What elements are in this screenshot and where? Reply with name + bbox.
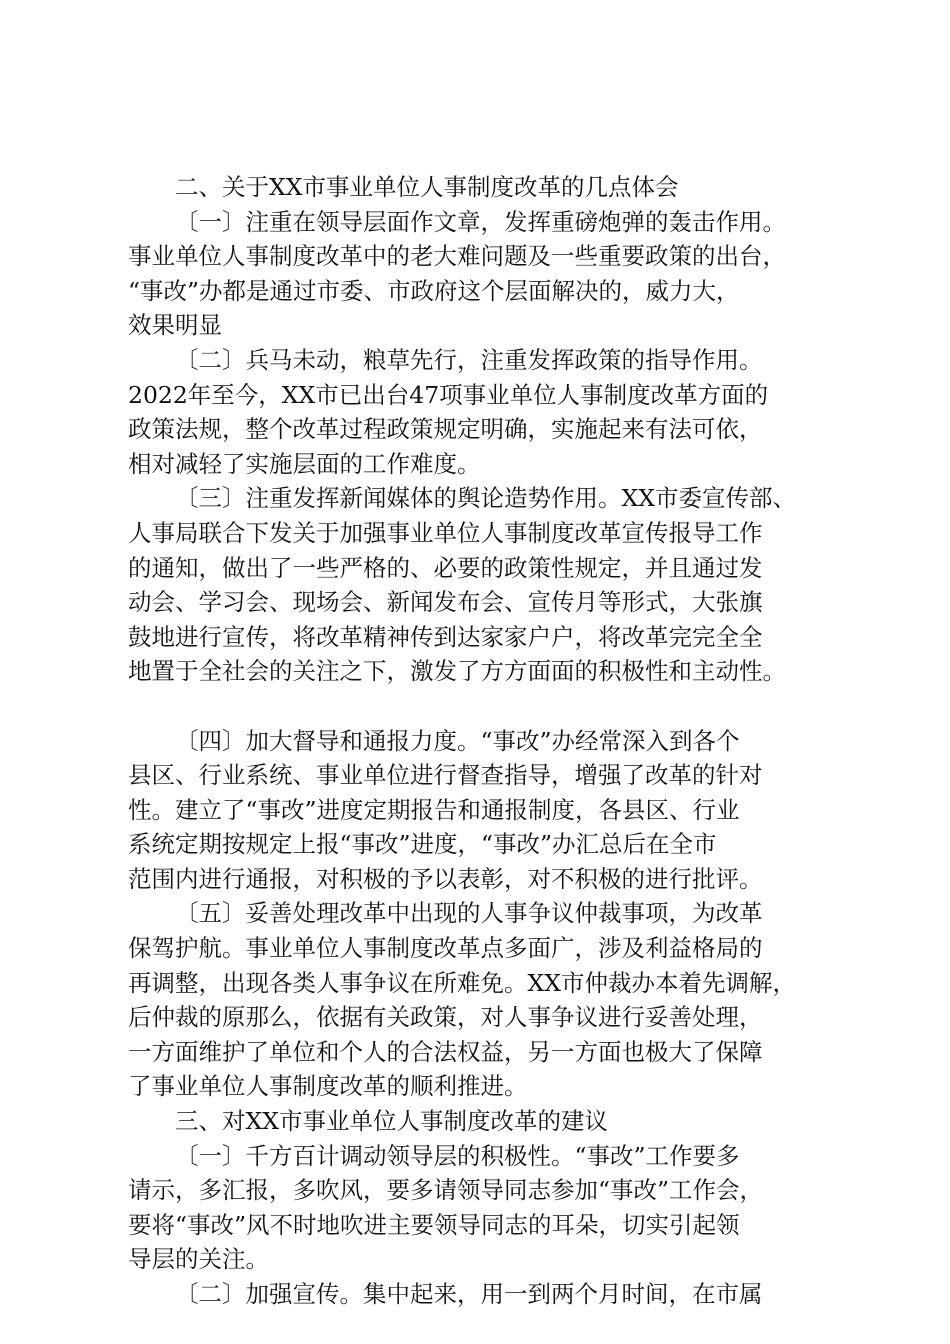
paragraph <box>128 343 833 481</box>
text-line: 二、关于XX市事业单位人事制度改革的几点体会 <box>175 173 679 201</box>
text-line: 性。建立了“事改”进度定期报告和通报制度，各县区、行业 <box>128 795 740 824</box>
paragraph <box>128 689 833 897</box>
text-line: 相对减轻了实施层面的工作难度。 <box>128 449 481 478</box>
text-line: 地置于全社会的关注之下，激发了方方面面的积极性和主动性。 <box>128 657 786 686</box>
text-line: 动会、学习会、现场会、新闻发布会、宣传月等形式，大张旗 <box>128 588 763 617</box>
text-line: 后仲裁的原那么，依据有关政策，对人事争议进行妥善处理， <box>128 1003 763 1032</box>
text-line: 系统定期按规定上报“事改”进度，“事改”办汇总后在全市 <box>128 830 717 859</box>
text-line: 2022年至今，XX市已出台47项事业单位人事制度改革方面的 <box>128 380 769 409</box>
paragraph <box>128 1277 833 1312</box>
section-heading <box>128 170 833 205</box>
paragraph <box>128 1139 833 1277</box>
text-line: 〔一〕注重在领导层面作文章，发挥重磅炮弹的轰击作用。 <box>175 207 786 236</box>
text-line: 保驾护航。事业单位人事制度改革点多面广，涉及利益格局的 <box>128 934 763 963</box>
text-line: 〔二〕兵马未动，粮草先行，注重发挥政策的指导作用。 <box>175 345 763 374</box>
text-line: 鼓地进行宣传，将改革精神传到达家家户户，将改革完完全全 <box>128 622 763 651</box>
text-line: 事业单位人事制度改革中的老大难问题及一些重要政策的出台， <box>128 242 786 271</box>
text-line: 〔一〕千方百计调动领导层的积极性。“事改”工作要多 <box>175 1141 740 1170</box>
text-line: 一方面维护了单位和个人的合法权益，另一方面也极大了保障 <box>128 1037 763 1066</box>
text-line: 政策法规，整个改革过程政策规定明确，实施起来有法可依， <box>128 415 763 444</box>
paragraph <box>128 481 833 689</box>
text-line: 〔五〕妥善处理改革中出现的人事争议仲裁事项，为改革 <box>175 899 763 928</box>
text-line: 要将“事改”风不时地吹进主要领导同志的耳朵，切实引起领 <box>128 1210 740 1239</box>
text-line: 范围内进行通报，对积极的予以表彰，对不积极的进行批评。 <box>128 864 763 893</box>
text-line: 县区、行业系统、事业单位进行督查指导，增强了改革的针对 <box>128 761 763 790</box>
text-line: 效果明显 <box>128 311 222 340</box>
text-line: 的通知，做出了一些严格的、必要的政策性规定，并且通过发 <box>128 553 763 582</box>
paragraph <box>128 205 833 343</box>
text-line: 三、对XX市事业单位人事制度改革的建议 <box>175 1107 608 1136</box>
paragraph-spacer <box>128 689 833 724</box>
section-heading <box>128 1104 833 1139</box>
text-line: 〔二〕加强宣传。集中起来，用一到两个月时间，在市属 <box>175 1280 763 1308</box>
text-line: 了事业单位人事制度改革的顺利推进。 <box>128 1072 528 1101</box>
text-line: 请示，多汇报，多吹风，要多请领导同志参加“事改”工作会， <box>128 1176 764 1205</box>
text-line: 导层的关注。 <box>128 1245 269 1274</box>
text-line: 〔三〕注重发挥新闻媒体的舆论造势作用。XX市委宣传部、 <box>175 484 796 513</box>
text-line: “事改”办都是通过市委、市政府这个层面解决的，威力大， <box>128 276 740 305</box>
text-line: 〔四〕加大督导和通报力度。“事改”办经常深入到各个 <box>175 726 740 755</box>
text-line: 人事局联合下发关于加强事业单位人事制度改革宣传报导工作 <box>128 518 763 547</box>
paragraph <box>128 896 833 1104</box>
text-line: 再调整，出现各类人事争议在所难免。XX市仲裁办本着先调解， <box>128 968 796 997</box>
document-body <box>128 170 833 1312</box>
